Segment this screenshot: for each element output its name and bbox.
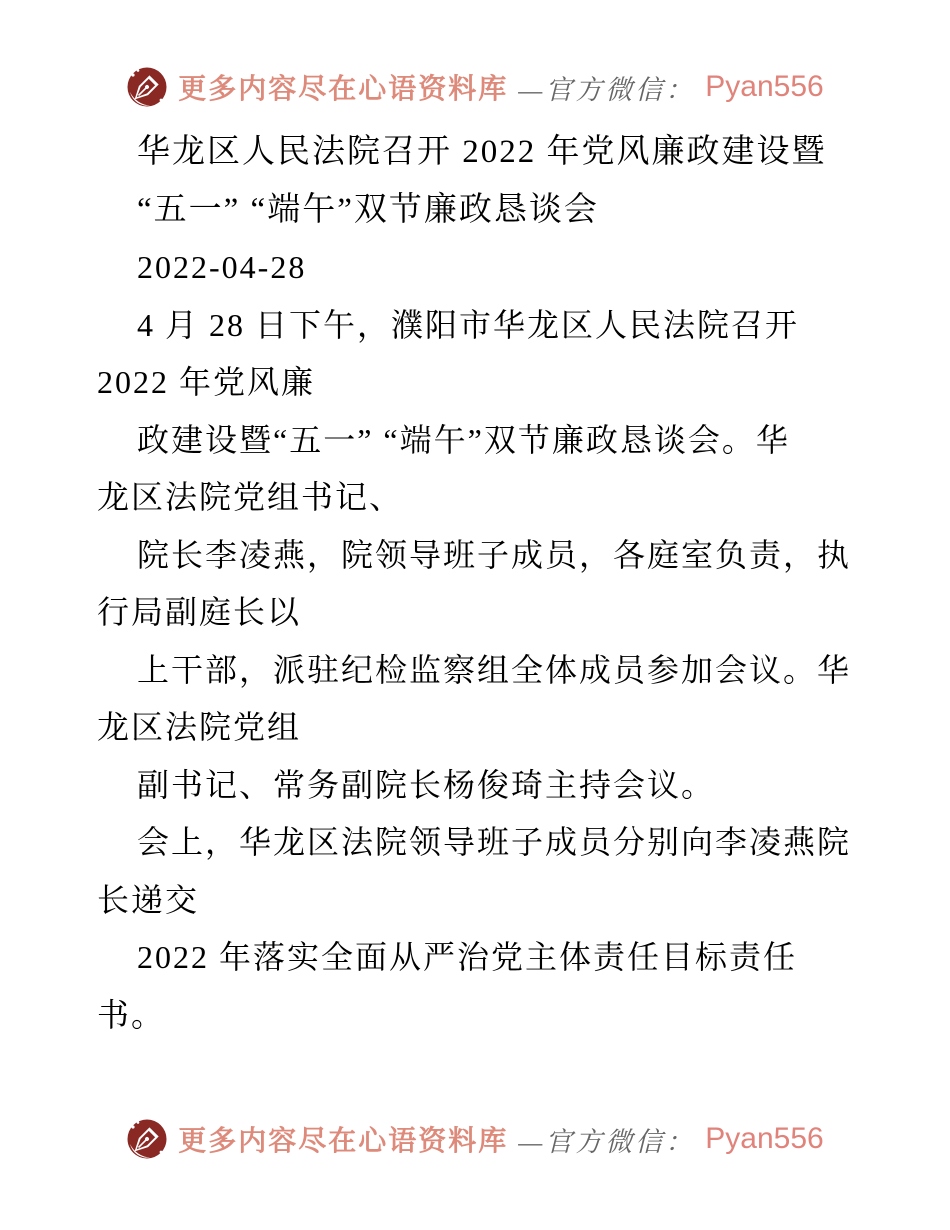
- body-line: 长递交: [97, 881, 200, 918]
- watermark-wechat-label: —官方微信：: [518, 74, 696, 105]
- body-line: 2022 年落实全面从严治党主体责任目标责任: [137, 939, 798, 975]
- watermark-text: 更多内容尽在心语资料库: [178, 74, 509, 105]
- body-line: 院长李凌燕，院领导班子成员，各庭室负责，执: [137, 536, 852, 573]
- doc-body-lines: [97, 297, 930, 1045]
- doc-date: 2022-04-28: [137, 249, 307, 285]
- body-line: 龙区法院党组书记、: [97, 479, 404, 515]
- body-line: 上干部，派驻纪检监察组全体成员参加会议。华: [137, 651, 852, 688]
- doc-title-line-2: “五一” “端午”双节廉政恳谈会: [137, 191, 599, 228]
- document-content: [97, 124, 930, 1044]
- body-line: 2022 年党风廉: [97, 364, 316, 400]
- watermark-header: [0, 66, 950, 108]
- body-line: 副书记、常务副院长杨俊琦主持会议。: [137, 766, 716, 803]
- body-line: 行局副庭长以: [97, 594, 302, 630]
- doc-title-line-1: 华龙区人民法院召开 2022 年党风廉政建设暨: [137, 134, 827, 170]
- watermark-text: 更多内容尽在心语资料库: [178, 1126, 509, 1157]
- body-line: 政建设暨“五一” “端午”双节廉政恳谈会。华: [137, 421, 790, 458]
- watermark-wechat-label: —官方微信：: [518, 1126, 696, 1157]
- body-line: 4 月 28 日下午，濮阳市华龙区人民法院召开: [137, 306, 800, 343]
- body-line: 会上，华龙区法院领导班子成员分别向李凌燕院: [137, 824, 852, 860]
- watermark-wechat-id: Pyan556: [705, 1122, 824, 1155]
- body-line: 书。: [97, 996, 166, 1033]
- watermark-wechat-id: Pyan556: [705, 70, 824, 103]
- xinyu-pen-logo-icon: [126, 66, 168, 108]
- watermark-footer: [0, 1118, 950, 1160]
- body-line: 龙区法院党组: [97, 709, 302, 745]
- xinyu-pen-logo-icon: [126, 1118, 168, 1160]
